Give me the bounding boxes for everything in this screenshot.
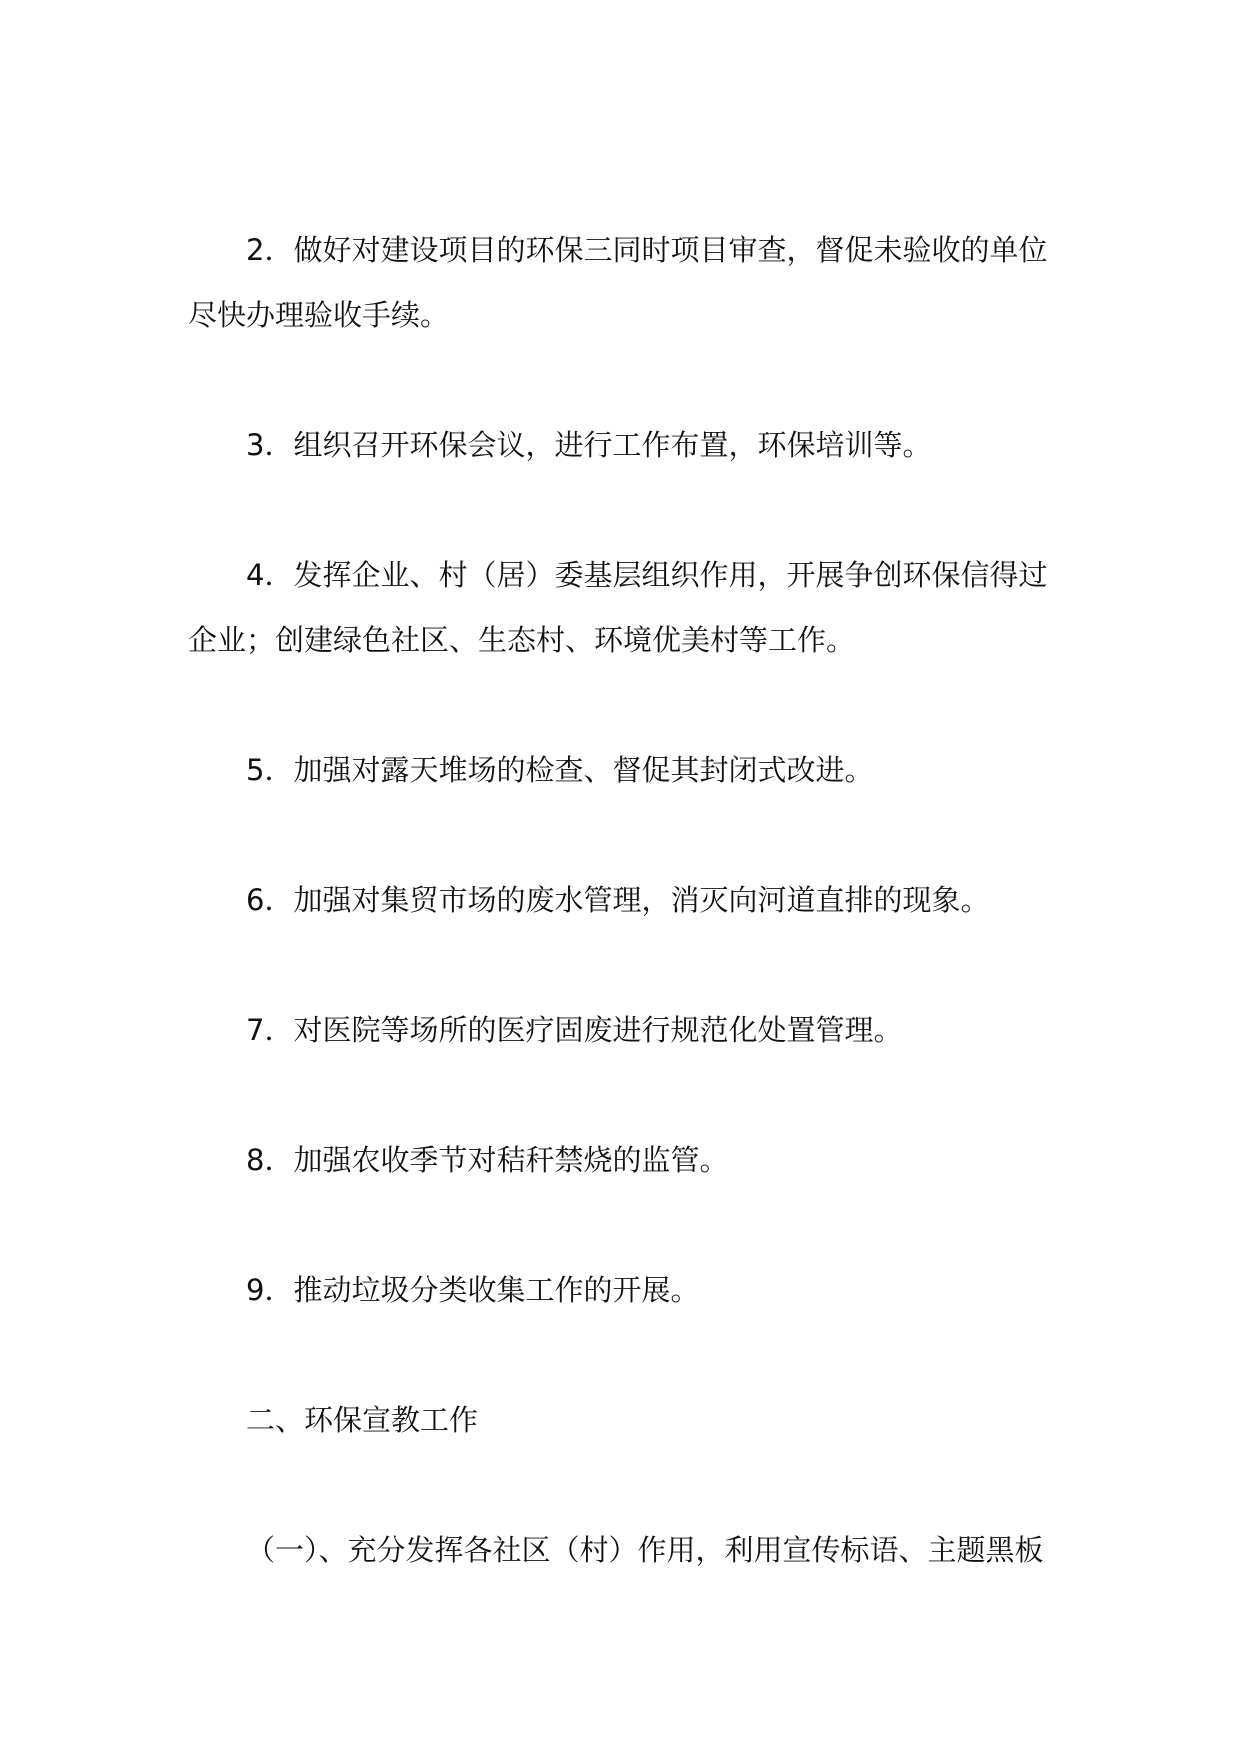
paragraph-line: 9．推动垃圾分类收集工作的开展。 xyxy=(246,1273,700,1307)
paragraph-line: （一）、充分发挥各社区（村）作用，利用宣传标语、主题黑板 xyxy=(246,1533,1044,1567)
paragraph-line: 企业；创建绿色社区、生态村、环境优美村等工作。 xyxy=(188,623,856,657)
paragraph-line: 4．发挥企业、村（居）委基层组织作用，开展争创环保信得过 xyxy=(246,558,1048,592)
paragraph-line: 8．加强农收季节对秸秆禁烧的监管。 xyxy=(246,1143,729,1177)
paragraph-line: 3．组织召开环保会议，进行工作布置，环保培训等。 xyxy=(246,428,932,462)
paragraph-line: 7．对医院等场所的医疗固废进行规范化处置管理。 xyxy=(246,1013,903,1047)
paragraph-line: 尽快办理验收手续。 xyxy=(188,298,450,332)
paragraph-line: 5．加强对露天堆场的检查、督促其封闭式改进。 xyxy=(246,753,874,787)
heading-line: 二、环保宣教工作 xyxy=(246,1403,479,1437)
paragraph-line: 2．做好对建设项目的环保三同时项目审查，督促未验收的单位 xyxy=(246,233,1048,267)
paragraph-line: 6．加强对集贸市场的废水管理，消灭向河道直排的现象。 xyxy=(246,883,990,917)
